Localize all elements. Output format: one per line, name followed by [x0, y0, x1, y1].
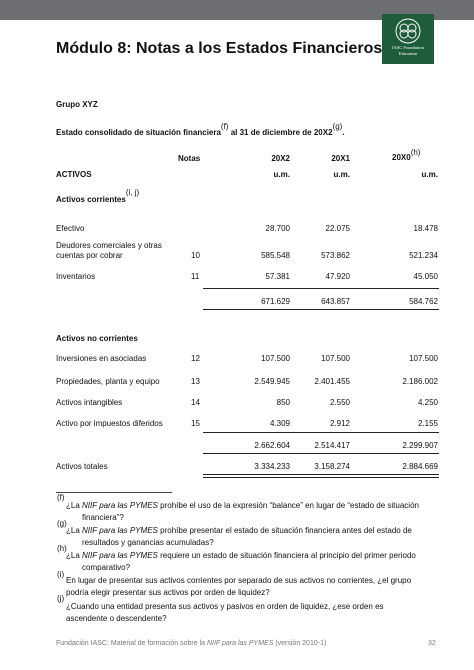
footnote-g-text-italic: NIIF para las PYMES: [82, 526, 158, 535]
row-intangibles-label: Activos intangibles: [56, 398, 123, 407]
footer-text-a: Fundación IASC: Material de formación sobre la: [56, 640, 207, 647]
footnote-h-line-1: [66, 550, 416, 561]
current-assets-heading: [56, 188, 140, 204]
total-assets-20x0: 2.884.669: [402, 462, 438, 471]
footnote-f-mark: (f): [57, 493, 65, 502]
footnote-separator: [56, 492, 172, 493]
statement-title-part-b: al 31 de diciembre de 20X2: [228, 128, 333, 137]
current-assets-sup: (i, j): [125, 188, 140, 197]
total-assets-20x2: 3.334.233: [254, 462, 290, 471]
footnote-h-text-a: ¿La: [66, 551, 83, 560]
header-20x1: 20X1: [331, 154, 350, 163]
row-deudores-label-2: cuentas por cobrar: [56, 251, 123, 260]
row-intangibles-20x0: 4.250: [417, 398, 438, 407]
current-total-20x1: 643.857: [321, 297, 350, 306]
footnote-j-mark: (j): [57, 594, 65, 603]
header-notas: Notas: [178, 154, 201, 163]
row-deudores-20x2: 585.548: [261, 251, 290, 260]
total-rule-current: [203, 309, 439, 310]
subtotal-rule-current: [203, 288, 439, 289]
row-inversiones-label: Inversiones en asociadas: [56, 354, 147, 363]
subtotal-rule-noncurrent: [203, 432, 439, 433]
row-ppe-20x1: 2.401.455: [314, 377, 350, 386]
footnote-h-text-italic: NIIF para las PYMES: [82, 551, 158, 560]
row-ppe-note: 13: [191, 377, 200, 386]
row-inversiones-20x1: 107.500: [321, 354, 350, 363]
page-title: Módulo 8: Notas a los Estados Financieros: [56, 40, 383, 57]
row-deudores-20x0: 521.234: [409, 251, 438, 260]
entity-name: Grupo XYZ: [56, 100, 98, 109]
double-rule-top: [203, 474, 439, 475]
row-ppe-20x0: 2.186.002: [402, 377, 438, 386]
unit-20x2: u.m.: [273, 170, 290, 179]
row-intangibles-20x1: 2.550: [329, 398, 350, 407]
header-20x0: [392, 148, 421, 162]
row-inventarios-note: 11: [191, 272, 200, 281]
row-inventarios-20x0: 45.050: [413, 272, 438, 281]
noncurrent-assets-heading: Activos no corrientes: [56, 334, 138, 343]
footnote-h-mark: (h): [57, 544, 67, 553]
row-deudores-label-1: Deudores comerciales y otras: [56, 241, 162, 250]
total-assets-20x1: 3.158.274: [314, 462, 350, 471]
page-number: 32: [428, 640, 436, 647]
footnote-f-text-b: prohíbe el uso de la expresión “balance” en lugar de “estado de situación: [157, 501, 419, 510]
footnote-f-text-a: ¿La: [66, 501, 83, 510]
footnote-g-line-1: [66, 525, 412, 536]
row-impuestos-20x1: 2.912: [329, 419, 350, 428]
statement-sup-f: (f): [220, 122, 229, 131]
footnote-j-line-1: ¿Cuando una entidad presenta sus activos y pasivos en orden de liquidez, ¿ese orden es: [66, 602, 384, 611]
row-impuestos-20x0: 2.155: [417, 419, 438, 428]
header-20x0-label: 20X0: [392, 153, 411, 162]
unit-20x1: u.m.: [333, 170, 350, 179]
row-inventarios-label: Inventarios: [56, 272, 96, 281]
row-efectivo-label: Efectivo: [56, 224, 85, 233]
noncurrent-total-20x1: 2.514.417: [314, 441, 350, 450]
iasc-emblem-icon: [395, 18, 421, 44]
footer-text-italic: NIIF para las PYMES: [206, 640, 274, 647]
footer-text-b: (versión 2010-1): [273, 640, 327, 647]
footnote-h-text-b: requiere un estado de situación financiera al principio del primer periodo: [157, 551, 416, 560]
iasc-logo: [382, 14, 434, 64]
row-inventarios-20x1: 47.920: [325, 272, 350, 281]
row-deudores-20x1: 573.862: [321, 251, 350, 260]
footnote-i-mark: (i): [57, 570, 65, 579]
current-total-20x0: 584.762: [409, 297, 438, 306]
statement-title: [56, 122, 345, 137]
row-inversiones-20x2: 107.500: [261, 354, 290, 363]
row-ppe-label: Propiedades, planta y equipo: [56, 377, 160, 386]
footnote-f-line-1: [66, 500, 419, 511]
header-20x0-sup: (h): [410, 148, 421, 157]
statement-sup-g: (g): [332, 122, 343, 131]
unit-20x0: u.m.: [421, 170, 438, 179]
footnote-g-line-2: resultados y ganancias acumuladas?: [82, 538, 214, 547]
double-rule-bottom: [203, 477, 439, 478]
current-total-20x2: 671.629: [261, 297, 290, 306]
activos-label: ACTIVOS: [56, 170, 92, 179]
row-intangibles-note: 14: [191, 398, 200, 407]
footnote-g-text-a: ¿La: [66, 526, 83, 535]
row-inversiones-note: 12: [191, 354, 200, 363]
noncurrent-total-20x0: 2.299.907: [402, 441, 438, 450]
row-efectivo-20x0: 18.478: [413, 224, 438, 233]
logo-text-line-1: IASC Foundation: [392, 45, 424, 50]
footnote-j-line-2: ascendente o descendente?: [66, 614, 167, 623]
total-assets-label: Activos totales: [56, 462, 108, 471]
row-impuestos-label: Activo por impuestos diferidos: [56, 419, 163, 428]
row-impuestos-20x2: 4.309: [269, 419, 290, 428]
statement-title-end: .: [342, 128, 345, 137]
footnote-i-line-1: En lugar de presentar sus activos corrientes por separado de sus activos no corrientes, ¿el grupo: [66, 576, 412, 585]
footnote-h-line-2: comparativo?: [82, 563, 131, 572]
row-efectivo-20x1: 22.075: [325, 224, 350, 233]
row-inventarios-20x2: 57.381: [265, 272, 290, 281]
row-intangibles-20x2: 850: [276, 398, 290, 407]
logo-text-line-2: Education: [398, 51, 418, 56]
noncurrent-total-20x2: 2.662.604: [254, 441, 290, 450]
statement-title-part-a: Estado consolidado de situación financiera: [56, 128, 221, 137]
footer-text: [56, 640, 326, 647]
row-inversiones-20x0: 107.500: [409, 354, 438, 363]
footnote-g-text-b: prohíbe presentar el estado de situación financiera antes del estado de: [157, 526, 412, 535]
footnote-f-text-italic: NIIF para las PYMES: [82, 501, 158, 510]
row-deudores-note: 10: [191, 251, 200, 260]
current-assets-heading-label: Activos corrientes: [56, 195, 126, 204]
footnote-f-line-2: financiera”?: [82, 513, 124, 522]
row-impuestos-note: 15: [191, 419, 200, 428]
row-ppe-20x2: 2.549.945: [254, 377, 290, 386]
total-rule-noncurrent: [203, 453, 439, 454]
footnote-i-line-2: podría elegir presentar sus activos por orden de liquidez?: [66, 588, 270, 597]
footnote-g-mark: (g): [57, 519, 67, 528]
header-20x2: 20X2: [271, 154, 290, 163]
row-efectivo-20x2: 28.700: [265, 224, 290, 233]
